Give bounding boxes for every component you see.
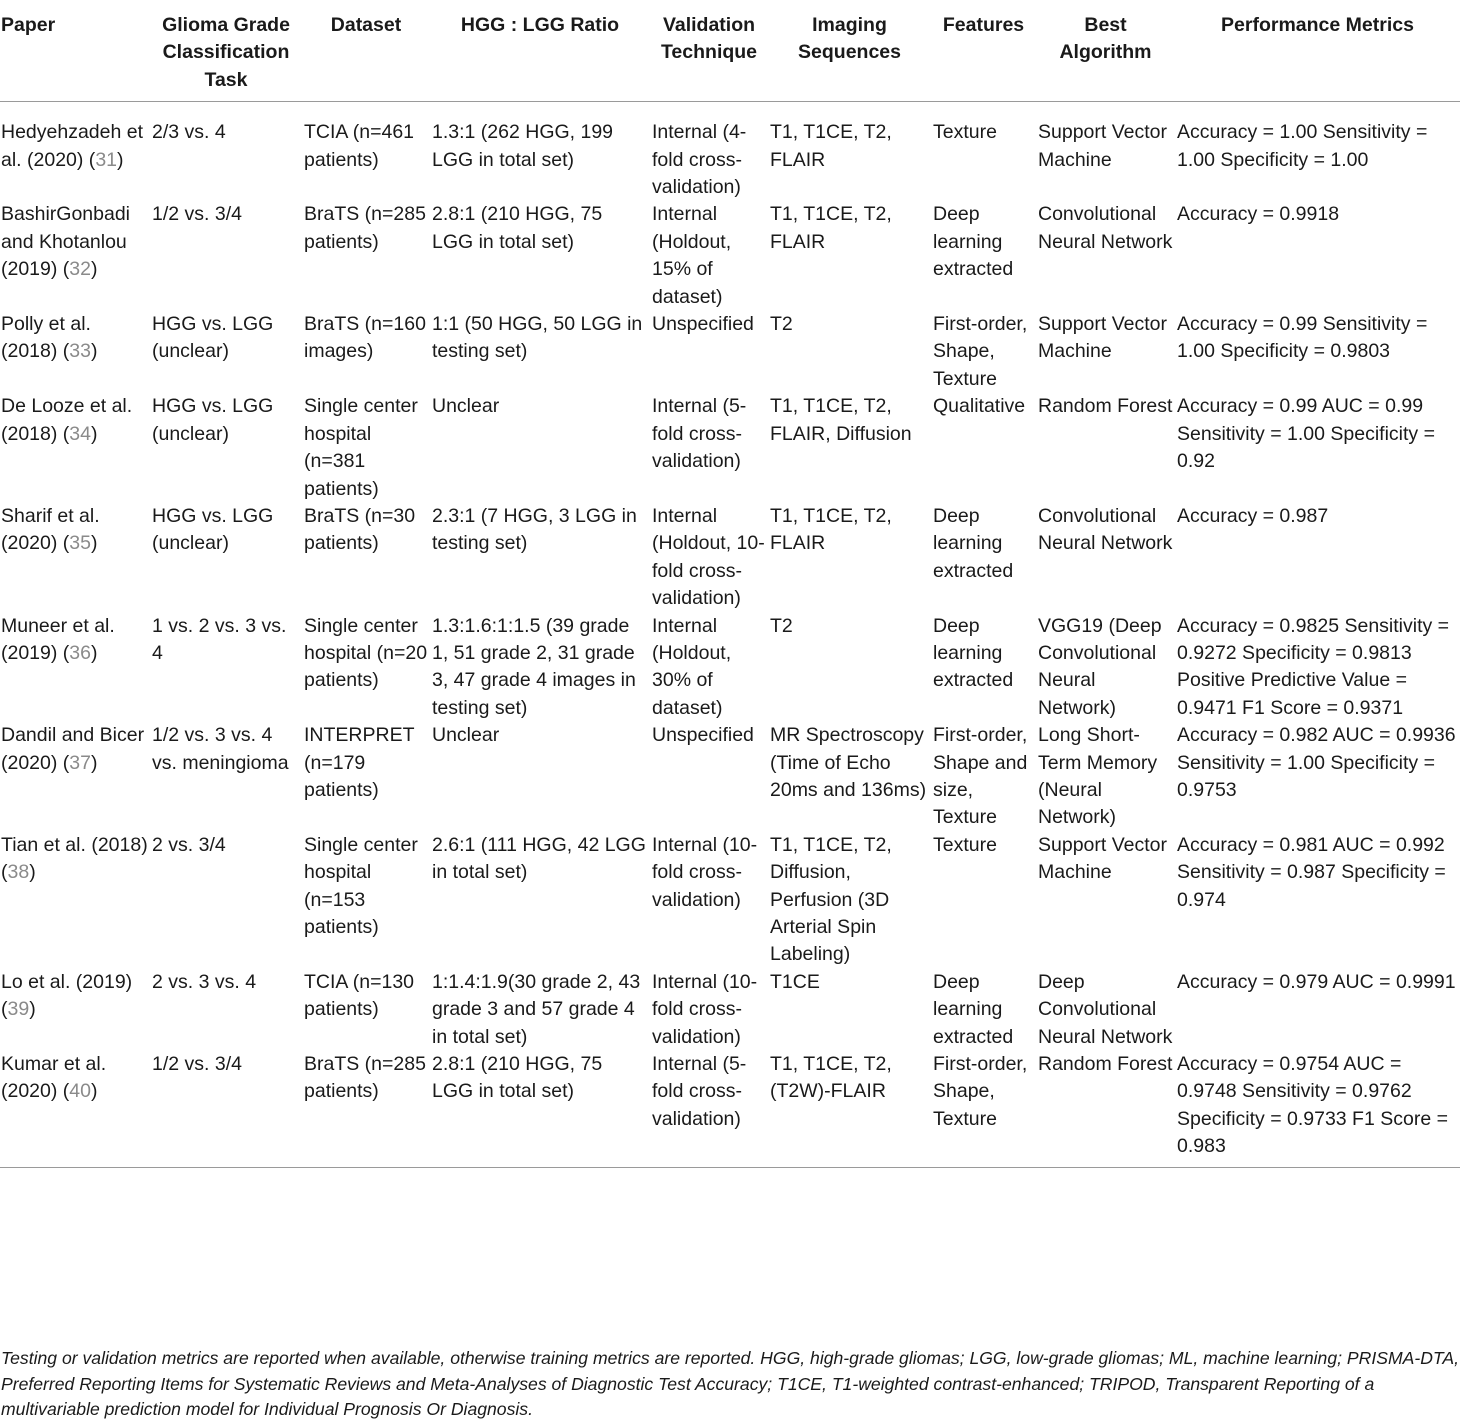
cell-features: Qualitative	[933, 395, 1026, 418]
cell-algorithm: Support Vector Machine	[1038, 313, 1167, 363]
header-features: Features	[931, 0, 1036, 102]
cell-metrics: Accuracy = 0.981 AUC = 0.992 Sensitivity = 0.987 Specificity = 0.974	[1177, 833, 1446, 911]
header-algorithm: Best Algorithm	[1036, 0, 1175, 102]
reference-link[interactable]: 35	[69, 532, 91, 555]
cell-paper: BashirGonbadi and Khotanlou (2019) (32)	[1, 203, 130, 281]
reference-link[interactable]: 37	[69, 751, 91, 774]
table-row	[0, 201, 1460, 311]
cell-task: HGG vs. LGG (unclear)	[152, 313, 274, 363]
table-header	[0, 0, 1460, 102]
cell-ratio: 2.3:1 (7 HGG, 3 LGG in testing set)	[432, 504, 637, 555]
cell-metrics: Accuracy = 0.99 AUC = 0.99 Sensitivity = 1.00 Specificity = 0.92	[1177, 395, 1435, 473]
cell-algorithm: Support Vector Machine	[1038, 121, 1167, 171]
paper-citation: Tian et al. (2018)	[1, 833, 148, 856]
cell-task: HGG vs. LGG (unclear)	[152, 395, 274, 445]
cell-sequences: T1, T1CE, T2, FLAIR, Diffusion	[770, 395, 912, 445]
cell-metrics: Accuracy = 0.979 AUC = 0.9991	[1177, 970, 1456, 993]
cell-algorithm: VGG19 (Deep Convolutional Neural Network)	[1038, 614, 1162, 719]
cell-paper: Hedyehzadeh et al. (2020) (31)	[1, 121, 144, 171]
table-row	[0, 102, 1460, 202]
cell-metrics: Accuracy = 0.9825 Sensitivity = 0.9272 Specificity = 0.9813 Positive Predictive Value = 0.9471 F1 Score = 0.9371	[1177, 614, 1450, 719]
cell-task: HGG vs. LGG (unclear)	[152, 504, 274, 555]
table-row	[0, 722, 1460, 832]
header-ratio: HGG : LGG Ratio	[430, 0, 650, 102]
cell-metrics: Accuracy = 0.982 AUC = 0.9936 Sensitivity = 1.00 Specificity = 0.9753	[1177, 724, 1456, 801]
cell-paper: Sharif et al. (2020) (35)	[1, 504, 100, 555]
cell-validation: Internal (5-fold cross-validation)	[652, 395, 747, 473]
cell-features: Texture	[933, 121, 997, 144]
cell-sequences: T1, T1CE, T2, Diffusion, Perfusion (3D Arterial Spin Labeling)	[770, 833, 892, 966]
table-row	[0, 1051, 1460, 1167]
cell-ratio: 1.3:1.6:1:1.5 (39 grade 1, 51 grade 2, 31 grade 3, 47 grade 4 images in testing set)	[432, 614, 636, 719]
paper-citation: De Looze et al. (2018)	[1, 395, 133, 445]
header-sequences: Imaging Sequences	[768, 0, 931, 102]
reference-link[interactable]: 36	[69, 641, 91, 664]
cell-metrics: Accuracy = 1.00 Sensitivity = 1.00 Specificity = 1.00	[1177, 121, 1428, 171]
cell-sequences: T1, T1CE, T2, FLAIR	[770, 121, 892, 171]
cell-paper: Polly et al. (2018) (33)	[1, 313, 98, 363]
cell-features: Deep learning extracted	[933, 203, 1014, 281]
cell-dataset: BraTS (n=285 patients)	[302, 1051, 430, 1167]
paper-citation: Polly et al. (2018)	[1, 313, 91, 363]
cell-sequences: T2	[770, 313, 793, 336]
table-row	[0, 311, 1460, 393]
header-paper: Paper	[0, 0, 150, 102]
cell-sequences: T1, T1CE, T2, (T2W)-FLAIR	[768, 1051, 931, 1167]
cell-paper: Lo et al. (2019) (39)	[1, 970, 133, 1021]
cell-features: First-order, Shape, Texture	[933, 313, 1028, 390]
cell-validation: Internal (5-fold cross-validation)	[650, 1051, 768, 1167]
cell-features: First-order, Shape and size, Texture	[933, 724, 1028, 829]
reference-link[interactable]: 31	[95, 148, 118, 171]
cell-task: 2 vs. 3 vs. 4	[152, 970, 257, 993]
table-body	[0, 102, 1460, 1167]
cell-algorithm: Deep Convolutional Neural Network	[1038, 970, 1173, 1048]
cell-paper: Dandil and Bicer (2020) (37)	[1, 724, 145, 774]
cell-dataset: Single center hospital (n=381 patients)	[304, 395, 418, 500]
cell-validation: Internal (10-fold cross-validation)	[652, 833, 758, 911]
cell-dataset: TCIA (n=130 patients)	[304, 970, 415, 1021]
table-row	[0, 969, 1460, 1051]
cell-task: 2 vs. 3/4	[152, 833, 226, 856]
cell-paper: Tian et al. (2018) (38)	[1, 833, 148, 884]
table-footnote: Testing or validation metrics are reported when available, otherwise training metrics are reported. HGG, high-grade gliomas; LGG, low-grade gliomas; ML, machine learning; PRISMA-DTA, Preferred Reporting Items for Systematic Reviews and Meta-Analyses of Diagnostic Test Accuracy; T1CE, T1-weighted contrast-enhanced; TRIPOD, Transparent Reporting of a multivariable prediction model for Individual Prognosis Or Diagnosis.	[1, 1348, 1459, 1419]
table-row	[0, 613, 1460, 723]
paper-citation: Sharif et al. (2020)	[1, 504, 100, 555]
reference-link[interactable]: 34	[69, 422, 91, 445]
table-row	[0, 393, 1460, 503]
cell-metrics: Accuracy = 0.987	[1177, 504, 1329, 527]
paper-citation: Dandil and Bicer (2020)	[1, 724, 145, 774]
cell-task: 1/2 vs. 3/4	[152, 203, 242, 226]
cell-sequences: T1CE	[770, 970, 820, 993]
cell-algorithm: Random Forest	[1036, 1051, 1175, 1167]
cell-dataset: BraTS (n=285 patients)	[304, 203, 426, 253]
cell-algorithm: Random Forest	[1038, 395, 1173, 418]
cell-algorithm: Convolutional Neural Network	[1038, 203, 1173, 253]
cell-validation: Internal (Holdout, 15% of dataset)	[652, 203, 732, 308]
cell-ratio: 2.6:1 (111 HGG, 42 LGG in total set)	[432, 833, 646, 884]
paper-citation: Lo et al. (2019)	[1, 970, 133, 993]
paper-citation: Hedyehzadeh et al. (2020)	[1, 121, 144, 171]
reference-link[interactable]: 39	[7, 998, 30, 1021]
header-task: Glioma Grade Classification Task	[150, 0, 302, 102]
cell-features: Deep learning extracted	[933, 614, 1014, 692]
cell-dataset: Single center hospital (n=20 patients)	[304, 614, 428, 692]
cell-algorithm: Long Short-Term Memory (Neural Network)	[1038, 724, 1158, 829]
cell-ratio: 1:1 (50 HGG, 50 LGG in testing set)	[432, 313, 643, 363]
cell-task: 1/2 vs. 3/4	[150, 1051, 302, 1167]
cell-features: Texture	[933, 833, 997, 856]
cell-dataset: BraTS (n=160 images)	[304, 313, 426, 363]
cell-ratio: Unclear	[432, 724, 500, 747]
cell-dataset: Single center hospital (n=153 patients)	[304, 833, 418, 938]
cell-algorithm: Convolutional Neural Network	[1038, 504, 1173, 555]
header-dataset: Dataset	[302, 0, 430, 102]
reference-link[interactable]: 32	[69, 258, 91, 281]
cell-algorithm: Support Vector Machine	[1038, 833, 1167, 884]
cell-validation: Unspecified	[652, 313, 754, 336]
table-row	[0, 832, 1460, 969]
cell-dataset: INTERPRET (n=179 patients)	[304, 724, 415, 801]
cell-dataset: BraTS (n=30 patients)	[304, 504, 416, 555]
table-row	[0, 503, 1460, 613]
cell-features: First-order, Shape, Texture	[931, 1051, 1036, 1167]
cell-task: 1 vs. 2 vs. 3 vs. 4	[152, 614, 287, 664]
cell-sequences: T2	[770, 614, 793, 637]
cell-validation: Internal (4-fold cross-validation)	[652, 121, 747, 199]
cell-features: Deep learning extracted	[933, 504, 1014, 582]
cell-validation: Unspecified	[652, 724, 754, 747]
cell-metrics: Accuracy = 0.9754 AUC = 0.9748 Sensitivity = 0.9762 Specificity = 0.9733 F1 Score = 0.983	[1175, 1051, 1460, 1167]
cell-paper: Muneer et al. (2019) (36)	[1, 614, 115, 664]
reference-link[interactable]: 33	[69, 340, 91, 363]
cell-ratio: 1:1.4:1.9(30 grade 2, 43 grade 3 and 57 grade 4 in total set)	[432, 970, 641, 1048]
cell-sequences: MR Spectroscopy (Time of Echo 20ms and 136ms)	[770, 724, 927, 801]
cell-dataset: TCIA (n=461 patients)	[304, 121, 415, 171]
cell-validation: Internal (10-fold cross-validation)	[652, 970, 758, 1048]
cell-features: Deep learning extracted	[933, 970, 1014, 1048]
cell-metrics: Accuracy = 0.99 Sensitivity = 1.00 Specificity = 0.9803	[1177, 313, 1428, 363]
cell-paper: De Looze et al. (2018) (34)	[1, 395, 133, 445]
cell-validation: Internal (Holdout, 10-fold cross-validation)	[652, 504, 765, 610]
cell-ratio: 2.8:1 (210 HGG, 75 LGG in total set)	[430, 1051, 650, 1167]
header-validation: Validation Technique	[650, 0, 768, 102]
cell-sequences: T1, T1CE, T2, FLAIR	[770, 504, 892, 555]
cell-metrics: Accuracy = 0.9918	[1177, 203, 1340, 226]
reference-link[interactable]: 38	[7, 861, 30, 884]
cell-ratio: 1.3:1 (262 HGG, 199 LGG in total set)	[432, 121, 614, 171]
cell-task: 1/2 vs. 3 vs. 4 vs. meningioma	[152, 724, 289, 774]
cell-validation: Internal (Holdout, 30% of dataset)	[652, 614, 732, 719]
paper-citation: Kumar et al. (2020)	[1, 1053, 107, 1103]
cell-sequences: T1, T1CE, T2, FLAIR	[770, 203, 892, 253]
cell-ratio: 2.8:1 (210 HGG, 75 LGG in total set)	[432, 203, 603, 253]
cell-ratio: Unclear	[432, 395, 500, 418]
cell-paper: Kumar et al. (2020) (40)	[0, 1051, 150, 1167]
reference-link[interactable]: 40	[69, 1080, 91, 1103]
cell-task: 2/3 vs. 4	[152, 121, 226, 144]
paper-citation: BashirGonbadi and Khotanlou (2019)	[1, 203, 130, 281]
paper-citation: Muneer et al. (2019)	[1, 614, 115, 664]
header-metrics: Performance Metrics	[1175, 0, 1460, 102]
